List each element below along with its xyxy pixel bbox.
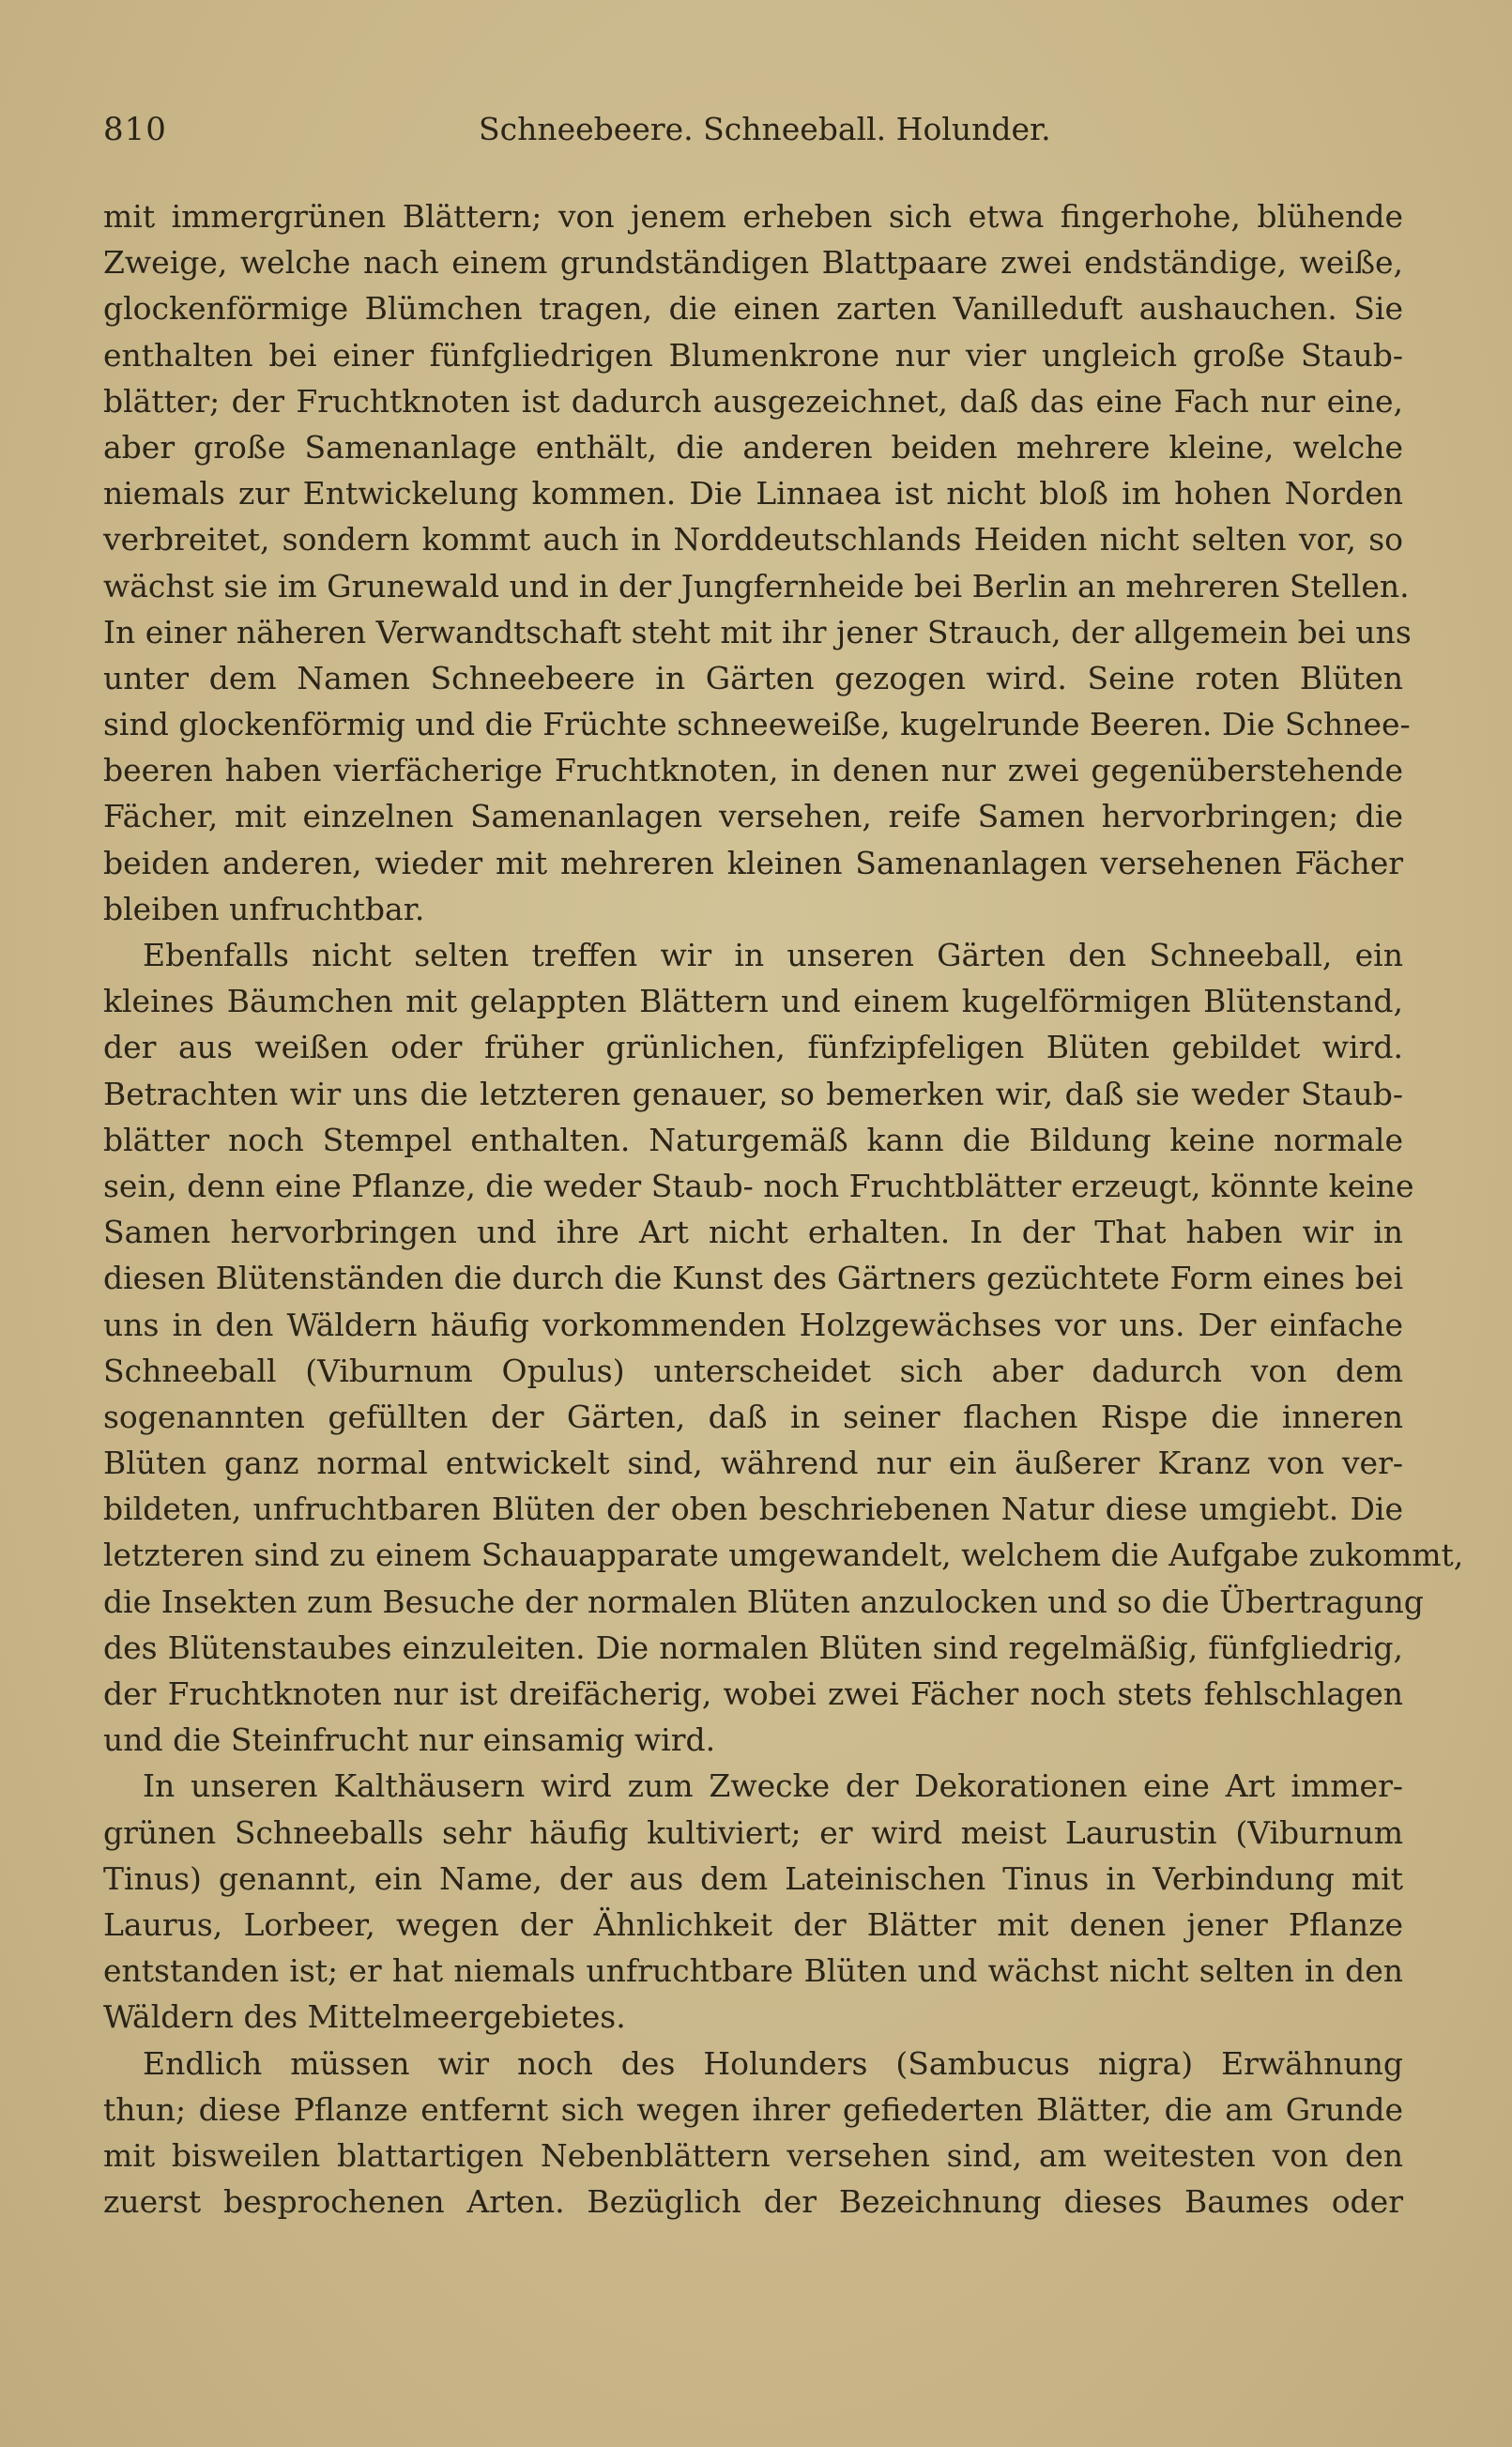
text-line: uns in den Wäldern häufig vorkommenden Holzgewächses vor uns. Der einfache	[103, 1306, 1403, 1343]
running-title: Schneebeere. Schneeball. Holunder.	[479, 111, 1051, 147]
paragraph-4	[103, 2041, 1403, 2225]
text-line: beeren haben vierfächerige Fruchtknoten, in denen nur zwei gegenüberstehende	[103, 752, 1403, 789]
text-line: aber große Samenanlage enthält, die anderen beiden mehrere kleine, welche	[103, 428, 1403, 466]
text-line: grünen Schneeballs sehr häufig kultiviert; er wird meist Laurustin (Viburnum	[103, 1813, 1403, 1851]
text-line: Samen hervorbringen und ihre Art nicht erhalten. In der That haben wir in	[103, 1214, 1403, 1251]
text-line: blätter; der Fruchtknoten ist dadurch ausgezeichnet, daß das eine Fach nur eine,	[103, 382, 1403, 420]
text-line: glockenförmige Blümchen tragen, die einen zarten Vanilleduft aushauchen. Sie	[103, 290, 1403, 328]
text-line: der aus weißen oder früher grünlichen, fünfzipfeligen Blüten gebildet wird.	[103, 1029, 1403, 1066]
text-line: entstanden ist; er hat niemals unfruchtbare Blüten und wächst nicht selten in den	[103, 1952, 1403, 1990]
text-line: niemals zur Entwickelung kommen. Die Linnaea ist nicht bloß im hohen Norden	[103, 475, 1403, 512]
text-line: mit bisweilen blattartigen Nebenblättern versehen sind, am weitesten von den	[103, 2136, 1403, 2174]
text-line: blätter noch Stempel enthalten. Naturgemäß kann die Bildung keine normale	[103, 1121, 1403, 1158]
text-line: zuerst besprochenen Arten. Bezüglich der Bezeichnung dieses Baumes oder	[103, 2183, 1403, 2221]
text-line: unter dem Namen Schneebeere in Gärten gezogen wird. Seine roten Blüten	[103, 659, 1403, 696]
text-line: Tinus) genannt, ein Name, der aus dem Lateinischen Tinus in Verbindung mit	[103, 1859, 1403, 1897]
text-line: kleines Bäumchen mit gelappten Blättern und einem kugelförmigen Blütenstand,	[103, 983, 1403, 1020]
text-line: Wäldern des Mittelmeergebietes.	[103, 1998, 626, 2036]
text-line: enthalten bei einer fünfgliedrigen Blumenkrone nur vier ungleich große Staub-	[103, 336, 1403, 374]
text-line: Laurus, Lorbeer, wegen der Ähnlichkeit der Blätter mit denen jener Pflanze	[103, 1905, 1403, 1943]
text-line: In einer näheren Verwandtschaft steht mit ihr jener Strauch, der allgemein bei uns	[103, 613, 1412, 650]
text-line: diesen Blütenständen die durch die Kunst des Gärtners gezüchtete Form eines bei	[103, 1260, 1403, 1297]
paragraph-1	[103, 193, 1412, 932]
text-line: der Fruchtknoten nur ist dreifächerig, wobei zwei Fächer noch stets fehlschlagen	[103, 1675, 1403, 1712]
text-line: und die Steinfrucht nur einsamig wird.	[103, 1721, 716, 1759]
text-line: beiden anderen, wieder mit mehreren kleinen Samenanlagen versehenen Fächer	[103, 844, 1403, 881]
text-line: wächst sie im Grunewald und in der Jungfernheide bei Berlin an mehreren Stellen.	[103, 567, 1410, 604]
text-line: sogenannten gefüllten der Gärten, daß in seiner flachen Rispe die inneren	[103, 1398, 1403, 1435]
text-line: Betrachten wir uns die letzteren genauer, so bemerken wir, daß sie weder Staub-	[103, 1075, 1403, 1112]
text-line: des Blütenstaubes einzuleiten. Die normalen Blüten sind regelmäßig, fünfgliedrig,	[103, 1629, 1403, 1666]
page-number: 810	[103, 111, 167, 148]
text-line: In unseren Kalthäusern wird zum Zwecke der Dekorationen eine Art immer-	[143, 1767, 1403, 1805]
text-line: Ebenfalls nicht selten treffen wir in unseren Gärten den Schneeball, ein	[143, 937, 1403, 973]
text-line: letzteren sind zu einem Schauapparate umgewandelt, welchem die Aufgabe zukommt,	[103, 1537, 1464, 1574]
text-line: sein, denn eine Pflanze, die weder Staub- noch Fruchtblätter erzeugt, könnte keine	[103, 1167, 1414, 1204]
body-text	[103, 193, 1464, 2225]
text-line: die Insekten zum Besuche der normalen Blüten anzulocken und so die Übertragung	[103, 1583, 1424, 1620]
paragraph-2	[103, 932, 1464, 1763]
text-line: Fächer, mit einzelnen Samenanlagen versehen, reife Samen hervorbringen; die	[103, 798, 1403, 835]
text-line: thun; diese Pflanze entfernt sich wegen ihrer gefiederten Blätter, die am Grunde	[103, 2090, 1403, 2128]
text-line: sind glockenförmig und die Früchte schneeweiße, kugelrunde Beeren. Die Schnee-	[103, 706, 1411, 743]
paragraph-3	[103, 1763, 1403, 2040]
text-line: mit immergrünen Blättern; von jenem erheben sich etwa fingerhohe, blühende	[103, 198, 1403, 235]
text-line: Endlich müssen wir noch des Holunders (Sambucus nigra) Erwähnung	[143, 2044, 1403, 2082]
text-line: Blüten ganz normal entwickelt sind, während nur ein äußerer Kranz von ver-	[103, 1445, 1403, 1482]
text-line: Zweige, welche nach einem grundständigen Blattpaare zwei endständige, weiße,	[103, 244, 1403, 282]
text-line: verbreitet, sondern kommt auch in Norddeutschlands Heiden nicht selten vor, so	[103, 521, 1403, 558]
page-header	[103, 111, 1403, 163]
text-line: Schneeball (Viburnum Opulus) unterscheidet sich aber dadurch von dem	[103, 1352, 1403, 1389]
text-line: bildeten, unfruchtbaren Blüten der oben beschriebenen Natur diese umgiebt. Die	[103, 1491, 1403, 1528]
text-line: bleiben unfruchtbar.	[103, 890, 425, 927]
